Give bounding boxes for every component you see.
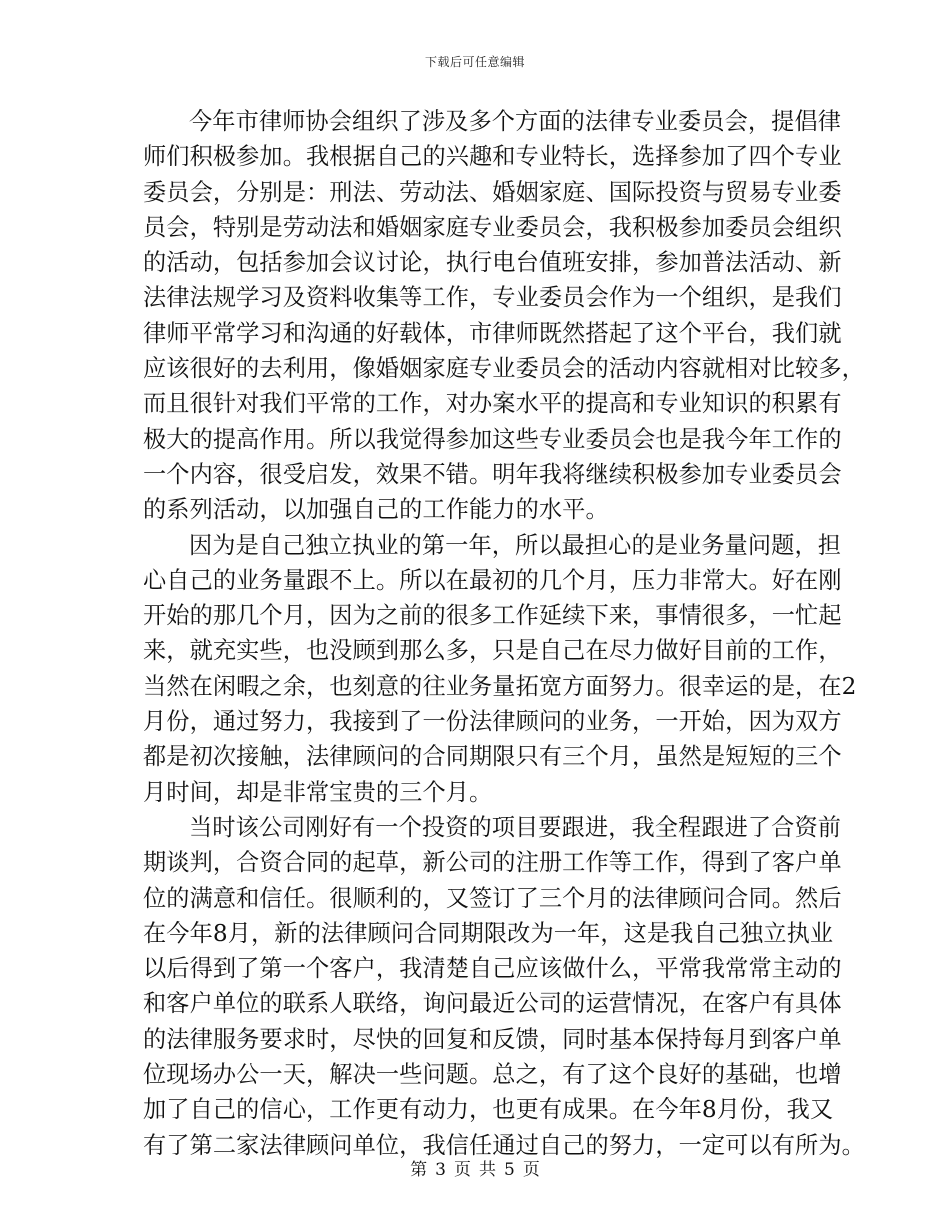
paragraph-line: 以后得到了第一个客户，我清楚自己应该做什么，平常我常常主动的 <box>143 955 842 983</box>
paragraph-2 <box>143 528 857 810</box>
paragraph-line: 来，就充实些，也没顾到那么多，只是自己在尽力做好目前的工作， <box>143 637 842 665</box>
paragraph-line: 的系列活动，以加强自己的工作能力的水平。 <box>143 496 609 524</box>
header-note: 下载后可任意编辑 <box>424 55 525 69</box>
paragraph-line: 的活动，包括参加会议讨论，执行电台值班安排，参加普法活动、新 <box>143 249 842 277</box>
paragraph-line: 当时该公司刚好有一个投资的项目要跟进，我全程跟进了合资前 <box>189 813 842 841</box>
paragraph-line: 有了第二家法律顾问单位，我信任通过自己的努力，一定可以有所为。 <box>143 1131 865 1159</box>
paragraph-1 <box>143 104 865 528</box>
paragraph-line: 极大的提高作用。所以我觉得参加这些专业委员会也是我今年工作的 <box>143 425 842 453</box>
paragraph-line: 和客户单位的联系人联络，询问最近公司的运营情况，在客户有具体 <box>143 990 842 1018</box>
paragraph-line: 月时间，却是非常宝贵的三个月。 <box>143 778 493 806</box>
page-label-mid: 页 <box>454 1160 471 1180</box>
paragraph-line: 在今年8月，新的法律顾问合同期限改为一年，这是我自己独立执业 <box>143 919 834 947</box>
paragraph-line: 都是初次接触，法律顾问的合同期限只有三个月，虽然是短短的三个 <box>143 743 842 771</box>
paragraph-line: 律师平常学习和沟通的好载体，市律师既然搭起了这个平台，我们就 <box>143 319 842 347</box>
paragraph-line: 位的满意和信任。很顺利的，又签订了三个月的法律顾问合同。然后 <box>143 884 842 912</box>
paragraph-line: 加了自己的信心，工作更有动力，也更有成果。在今年8月份，我又 <box>143 1096 834 1124</box>
total-pages-number: 5 <box>504 1160 515 1180</box>
paragraph-line: 月份，通过努力，我接到了一份法律顾问的业务，一开始，因为双方 <box>143 708 842 736</box>
document-body <box>143 104 865 1163</box>
paragraph-line: 师们积极参加。我根据自己的兴趣和专业特长，选择参加了四个专业 <box>143 143 842 171</box>
paragraph-line: 心自己的业务量跟不上。所以在最初的几个月，压力非常大。好在刚 <box>143 566 842 594</box>
paragraph-line: 法律法规学习及资料收集等工作，专业委员会作为一个组织，是我们 <box>143 284 842 312</box>
paragraph-line: 一个内容，很受启发，效果不错。明年我将继续积极参加专业委员会 <box>143 460 842 488</box>
page-label-prefix: 第 <box>410 1160 428 1180</box>
paragraph-line: 当然在闲暇之余，也刻意的往业务量拓宽方面努力。很幸运的是，在2 <box>143 672 857 700</box>
paragraph-line: 位现场办公一天，解决一些问题。总之，有了这个良好的基础，也增 <box>143 1061 842 1089</box>
paragraph-line: 因为是自己独立执业的第一年，所以最担心的是业务量问题，担 <box>189 531 842 559</box>
total-label: 共 <box>479 1160 496 1180</box>
paragraph-line: 而且很针对我们平常的工作，对办案水平的提高和专业知识的积累有 <box>143 390 842 418</box>
paragraph-line: 今年市律师协会组织了涉及多个方面的法律专业委员会，提倡律 <box>189 108 842 135</box>
paragraph-line: 应该很好的去利用，像婚姻家庭专业委员会的活动内容就相对比较多， <box>143 355 865 383</box>
page-label-suffix: 页 <box>522 1160 540 1180</box>
paragraph-line: 期谈判，合资合同的起草，新公司的注册工作等工作，得到了客户单 <box>143 849 842 877</box>
paragraph-3 <box>143 810 865 1163</box>
paragraph-line: 员会，特别是劳动法和婚姻家庭专业委员会，我积极参加委员会组织 <box>143 213 842 241</box>
paragraph-line: 的法律服务要求时，尽快的回复和反馈，同时基本保持每月到客户单 <box>143 1025 842 1053</box>
current-page-number: 3 <box>435 1160 446 1180</box>
page-footer <box>0 1155 950 1180</box>
paragraph-line: 委员会，分别是：刑法、劳动法、婚姻家庭、国际投资与贸易专业委 <box>143 178 842 206</box>
paragraph-line: 开始的那几个月，因为之前的很多工作延续下来，事情很多，一忙起 <box>143 602 842 630</box>
